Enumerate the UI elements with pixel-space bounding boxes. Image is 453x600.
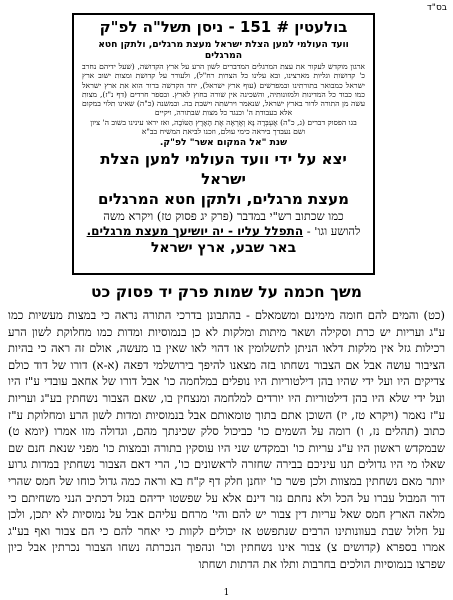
issued-by-line-2: מעצת מרגלים, ולתקן חטא המרגלים <box>98 190 349 209</box>
year-line: שנת "אל המקום אשר" לפ"ק. <box>159 137 288 149</box>
prayer-prefix: להושע וגו' - <box>303 224 361 239</box>
bulletin-box <box>72 13 375 275</box>
page-number: 1 <box>223 588 230 598</box>
bulletin-verse: בגו הפסוק דברים (ג, כ"ה) אֶעְבְּרָה נָּא וְאֶרְאֶה אֶת הָאָרֶץ הַטּוֹבָה, ואז יראו עינינו בשוב ה' ציון <box>90 117 357 127</box>
issued-by-line-1: יצא על ידי וועד העולמי למען הצלת ישראל <box>100 150 347 189</box>
bulletin-verse-2: ושם נעבדך ביראה כימי עולם, וזכנו לביאת המשיח בב"א <box>141 127 306 137</box>
bulletin-paragraph: ארגון מוקדש לעקור את עצת המרגלים המדברים לשון הרע על ארץ הקדושה, (שעל ידיהם נחרב כ' קדושות וגליות מארצינו, ובא עלינו כל הצרות רח"ל), ולעורר על קדושת ומצות ישוב ארץ ישראל כמבואר בתורתינו ובמפרשים (עוף ארץ ישראל), יחד הקדשה ברור הוא את ארץ ישראל כמו כבוד כל המדינות ולמזונותיה, והשכינה אין שורה בחוץ לארץ. ובספר חרדים (דף נ"ז), מצות עשה מן התורה לדור בארץ ישראל, שנאמר וירשתה וישבת בה. ובמשנה (כ"ה) שאינו תלוי במקום אלא בעבודת ה' וכנגד כל מצות שבתורה, ויקיים <box>82 62 365 118</box>
prayer-text: התפלל עליו - יה יושיעך מעצת מרגלים. <box>86 224 304 239</box>
location-line: באר שבע, ארץ ישראל <box>150 240 297 257</box>
article-heading: משך חכמה על שמות פרק יד פסוק כט <box>91 283 362 301</box>
article-body: (כט) והמים להם חומה מימינם ומשמאלם - בהתבונן בדרכי התורה נראה כי במצות מעשיות כמו ע"ג ועריות יש כרת וסקילה ושאר מיתות ומלקות לא כן בנמוסיות ומדות כמו מחלוקת לשון הרע רכילות גזל אין מלקות דלאו הניתן לתשלומין או דהוי לאו שאין בו מעשה, אולם זה ראה כי בהיות הציבור עושה אבל אם הצבור נשחתו בזה מצאנו להיפך בירושלמי דפאה (א-א) דורו של דוד כולם צדיקים היו ועל ידי שהיו בהן דילטוריות היו נופלים במלחמה כו' אבל דורו של אחאב עובדי ע"ז היו ועל ידי שלא היו בהן דילטוריות היו יורדים למלחמה ומנצחין בו, שאם הצבור נשחתין בע"ג ועריות ע"ז נאמר (ויקרא טז, יז) השוכן אתם בתוך טומאותם אבל בנמוסיות ומדות לשון הרע ומחלוקת ע"ז כתוב (תהלים נז, ו) רומה על השמים כו' כביכול סלק שכינתך מהם, וגדולה מזו אמרו (יומא ט) שבמקדש ראשון היו ע"ג עריות כו' ובמקדש שני היו עוסקין בתורה ובמצות כו' מפני שנאת חנם שם שאלו מי היו גדולים תנו עיניכם בבירה שחזרה לראשונים כו', הרי דאם הצבור נשחתין במדות גרוע יותר מאם נשחתין במצוות ולכן פשר כו' יוחנן חלק דף ק"ח בא וראה כמה גדול כוחו של חמס שהרי דור המבול עברו על הכל ולא נחתם גזר דינם אלא על שפשטו ידיהם בגזל דכתיב הנני משחיתם כי מלאה הארץ חמס שאל עריות דין צבור יש להם והי' מרחם עליהם אבל על נמוסיות לא יתכן, ולכן על חלול שבת בעוונותינו הרבים שנתפשט אז יכולים לקוות כי יאחר להם כי הם צבור ואף בע"ג אמרו בספרא (קדושים צ) צבור אינו נשחתין וכו' ונהפוך הנכרתה נשחו הצבור נכרתין אבל כיון שפרצו בנמוסיות הולכים בחרבות ותלו את הדתות ושחתו <box>8 308 445 571</box>
corner-mark: בס"ד <box>426 3 447 13</box>
organization-line: וועד העולמי למען הצלת ישראל מעצת מרגלים, ולתקן חטא המרגלים <box>98 39 349 61</box>
bulletin-title: בולעטין # 151 - ניסן תשל"ה לפ"ק <box>99 18 348 36</box>
prayer-line <box>80 224 367 239</box>
source-line: כמו שכתוב רש"י במדבר (פרק יג פסוק טז) ויקרא משה <box>103 209 344 224</box>
